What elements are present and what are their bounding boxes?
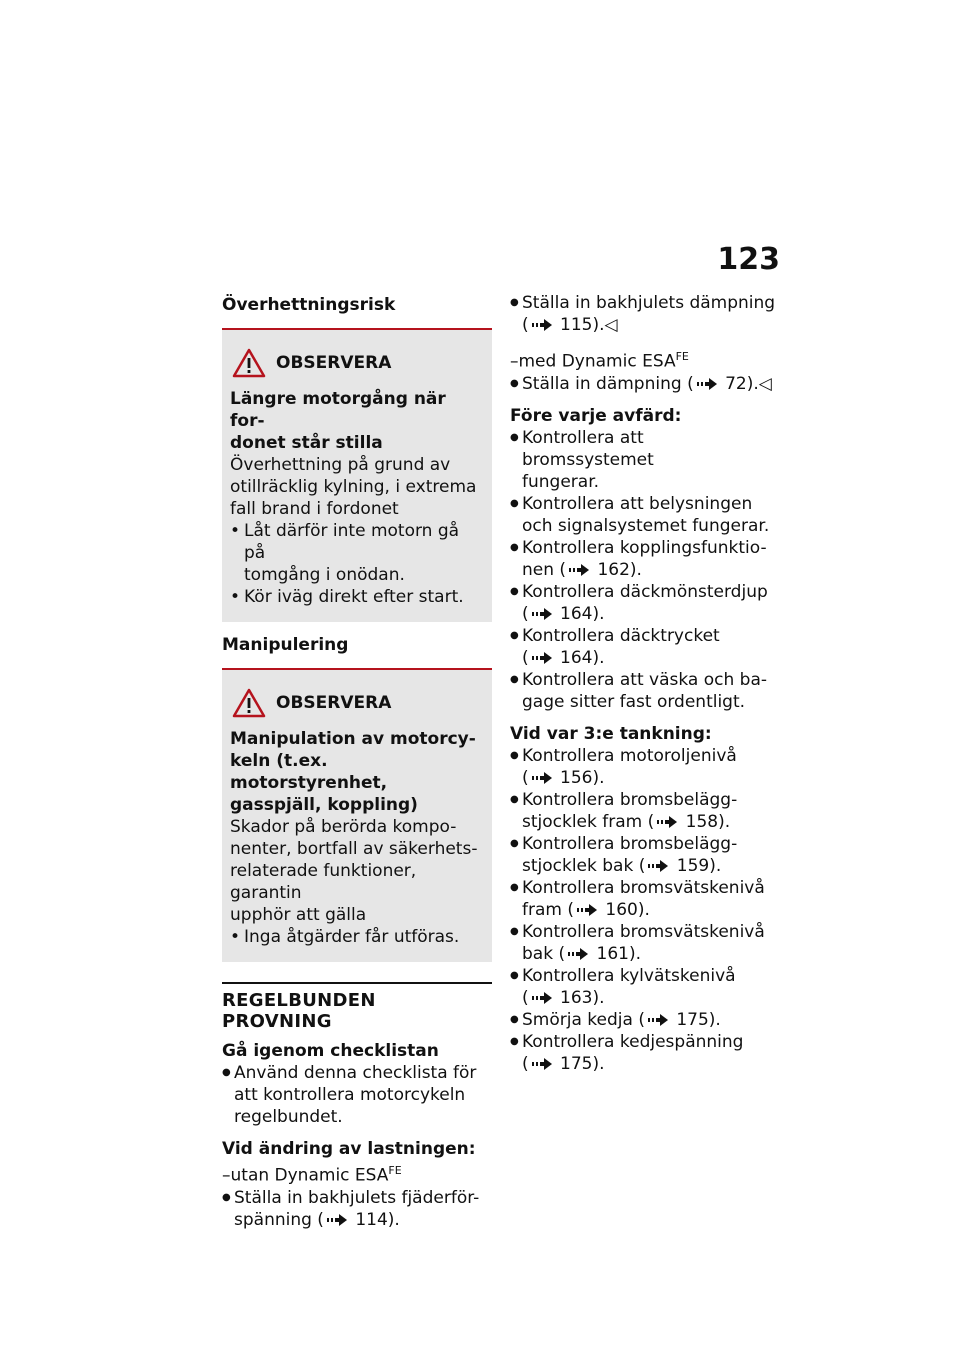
page-reference-arrow-icon [531, 608, 553, 620]
page-reference-arrow-icon [656, 816, 678, 828]
item-text: Kontrollera bromsvätskenivå [522, 921, 765, 942]
note-bullet [230, 586, 484, 608]
item-text: 175). [554, 1053, 605, 1074]
item-line [522, 559, 780, 581]
item-text: Kontrollera kylvätskenivå [522, 965, 736, 986]
item-line [522, 493, 780, 515]
condition-text: –utan Dynamic ESA [222, 1165, 389, 1186]
item-line [522, 581, 780, 603]
item-text: spänning ( [234, 1209, 324, 1230]
item-line [522, 1031, 780, 1053]
item-line [522, 515, 780, 537]
item-text: 175). [670, 1009, 721, 1030]
note-body-line: upphör att gälla [230, 905, 367, 925]
item-line [522, 647, 780, 669]
item-text: Kontrollera motoroljenivå [522, 745, 737, 766]
list-item [510, 373, 780, 395]
page-reference-arrow-icon [576, 904, 598, 916]
item-text: Kontrollera däckmönsterdjup [522, 581, 768, 602]
list-item [222, 1062, 492, 1128]
esa-superscript: FE [388, 1164, 402, 1177]
item-text: 158). [680, 811, 731, 832]
left-column [222, 290, 492, 1231]
bullet-line: • Kör iväg direkt efter start. [244, 587, 464, 607]
item-text: 164). [554, 603, 605, 624]
item-line [522, 987, 780, 1009]
item-line [522, 1053, 780, 1075]
item-line [522, 965, 780, 987]
list-item [510, 789, 780, 833]
item-line: ● Ställa in bakhjulets dämpning [522, 293, 776, 313]
item-text: Kontrollera däcktrycket [522, 625, 720, 646]
item-line [522, 537, 780, 559]
item-text: Kontrollera att väska och ba- [522, 669, 767, 690]
item-text: fungerar. [522, 471, 600, 492]
refuel-checklist [510, 745, 780, 1075]
list-item [222, 1187, 492, 1231]
item-text: stjocklek bak ( [522, 855, 646, 876]
item-text: Ställa in dämpning ( [522, 373, 694, 394]
section-title: REGELBUNDEN PROVNING [222, 990, 376, 1032]
note-bold-line: donet står stilla [230, 433, 383, 453]
page-reference-arrow-icon [567, 948, 589, 960]
note-label: OBSERVERA [276, 353, 392, 373]
item-text: ( [522, 647, 529, 668]
condition-without-esa [222, 1160, 492, 1187]
item-text: 156). [554, 767, 605, 788]
list-item [510, 292, 780, 336]
item-line [522, 625, 780, 647]
item-line [234, 1209, 492, 1231]
item-text: nen ( [522, 559, 567, 580]
item-line [522, 855, 780, 877]
heading-manipulation: Manipulering [222, 635, 349, 655]
bullet-line: • Inga åtgärder får utföras. [244, 927, 460, 947]
item-line [522, 833, 780, 855]
list-item [510, 537, 780, 581]
subheading-every-third-refuel: Vid var 3:e tankning: [510, 723, 712, 744]
warning-triangle-icon [232, 688, 266, 718]
warning-note-overheating [222, 330, 492, 622]
item-text: ( [522, 315, 529, 335]
item-text: stjocklek fram ( [522, 811, 655, 832]
before-ride-list [510, 427, 780, 713]
item-text: Kontrollera kopplingsfunktio- [522, 537, 767, 558]
item-text: fram ( [522, 899, 574, 920]
item-line [522, 603, 780, 625]
page-reference-arrow-icon [326, 1214, 348, 1226]
list-item [510, 965, 780, 1009]
item-line [522, 943, 780, 965]
bullet-line: tomgång i onödan. [244, 565, 405, 585]
item-line [522, 811, 780, 833]
list-item [510, 625, 780, 669]
note-bullet [230, 520, 484, 586]
list-item [510, 877, 780, 921]
heading-overheating: Överhettningsrisk [222, 295, 396, 315]
item-line [522, 877, 780, 899]
note-body-line: fall brand i fordonet [230, 499, 399, 519]
item-line [522, 314, 780, 336]
item-line: att kontrollera motorcykeln [234, 1085, 466, 1105]
page-reference-arrow-icon [696, 378, 718, 390]
bullet-line: • Låt därför inte motorn gå på [244, 521, 460, 563]
item-text: 115).◁ [554, 315, 618, 335]
note-body-line: nenter, bortfall av säkerhets- [230, 839, 478, 859]
note-body-line: relaterade funktioner, garantin [230, 861, 417, 903]
warning-note-manipulation [222, 670, 492, 962]
page-reference-arrow-icon [531, 1058, 553, 1070]
subheading-load-change: Vid ändring av lastningen: [222, 1139, 476, 1159]
item-line [522, 921, 780, 943]
item-line [522, 669, 780, 691]
item-text: 163). [554, 987, 605, 1008]
note-body-line: otillräcklig kylning, i extrema [230, 477, 477, 497]
item-text: 114). [349, 1209, 400, 1230]
page-reference-arrow-icon [531, 772, 553, 784]
item-line [522, 427, 780, 471]
item-line [522, 789, 780, 811]
item-line [522, 691, 780, 713]
item-line: ● Ställa in bakhjulets fjäderför- [234, 1187, 480, 1208]
item-line: regelbundet. [234, 1107, 343, 1127]
item-text: 161). [591, 943, 641, 964]
section-rule [222, 982, 492, 984]
item-text: ( [522, 1053, 529, 1074]
item-text: Kontrollera kedjespänning [522, 1031, 744, 1052]
list-item [510, 581, 780, 625]
page-reference-arrow-icon [531, 319, 553, 331]
item-line [522, 471, 780, 493]
list-item [510, 669, 780, 713]
item-line [522, 767, 780, 789]
item-text: ( [522, 603, 529, 624]
item-text: Kontrollera att bromssystemet [522, 427, 654, 470]
item-text: Kontrollera bromsbelägg- [522, 789, 738, 810]
list-item [510, 427, 780, 493]
page-number: 123 [717, 242, 780, 277]
right-column [510, 290, 780, 1075]
item-text: 162). [592, 559, 642, 580]
item-text: Kontrollera att belysningen [522, 493, 753, 514]
warning-triangle-icon [232, 348, 266, 378]
page-reference-arrow-icon [531, 652, 553, 664]
list-item [510, 493, 780, 537]
page-reference-arrow-icon [647, 1014, 669, 1026]
subheading-before-ride: Före varje avfärd: [510, 405, 682, 426]
note-bold-line: keln (t.ex. motorstyrenhet, [230, 751, 388, 793]
list-item [510, 1009, 780, 1031]
list-item [510, 921, 780, 965]
item-text: bak ( [522, 943, 566, 964]
subheading-checklist: Gå igenom checklistan [222, 1041, 439, 1061]
item-text: Kontrollera bromsvätskenivå [522, 877, 765, 898]
page-reference-arrow-icon [647, 860, 669, 872]
item-line: ● Använd denna checklista för [234, 1063, 477, 1083]
note-bold-line: Manipulation av motorcy- [230, 729, 476, 749]
note-bold-line: gasspjäll, koppling) [230, 795, 418, 815]
list-item [510, 1031, 780, 1075]
list-item [510, 745, 780, 789]
item-line [522, 745, 780, 767]
item-text: 72).◁ [719, 373, 772, 394]
note-label: OBSERVERA [276, 693, 392, 713]
item-text: ( [522, 987, 529, 1008]
item-text: och signalsystemet fungerar. [522, 515, 770, 536]
esa-superscript: FE [675, 350, 689, 363]
item-text: 164). [554, 647, 605, 668]
item-text: 160). [600, 899, 650, 920]
note-body-line: Skador på berörda kompo- [230, 817, 457, 837]
item-text: ( [522, 767, 529, 788]
condition-with-esa [510, 346, 780, 373]
item-text: 159). [671, 855, 722, 876]
note-bold-line: Längre motorgång när for- [230, 389, 446, 431]
page-reference-arrow-icon [531, 992, 553, 1004]
item-text: gage sitter fast ordentligt. [522, 691, 746, 712]
page-reference-arrow-icon [568, 564, 590, 576]
note-bullet [230, 926, 484, 948]
list-item [510, 833, 780, 877]
item-line [522, 899, 780, 921]
item-text: Kontrollera bromsbelägg- [522, 833, 738, 854]
condition-text: –med Dynamic ESA [510, 351, 676, 372]
item-text: Smörja kedja ( [522, 1009, 645, 1030]
note-body-line: Överhettning på grund av [230, 455, 451, 475]
item-line [522, 1009, 780, 1031]
